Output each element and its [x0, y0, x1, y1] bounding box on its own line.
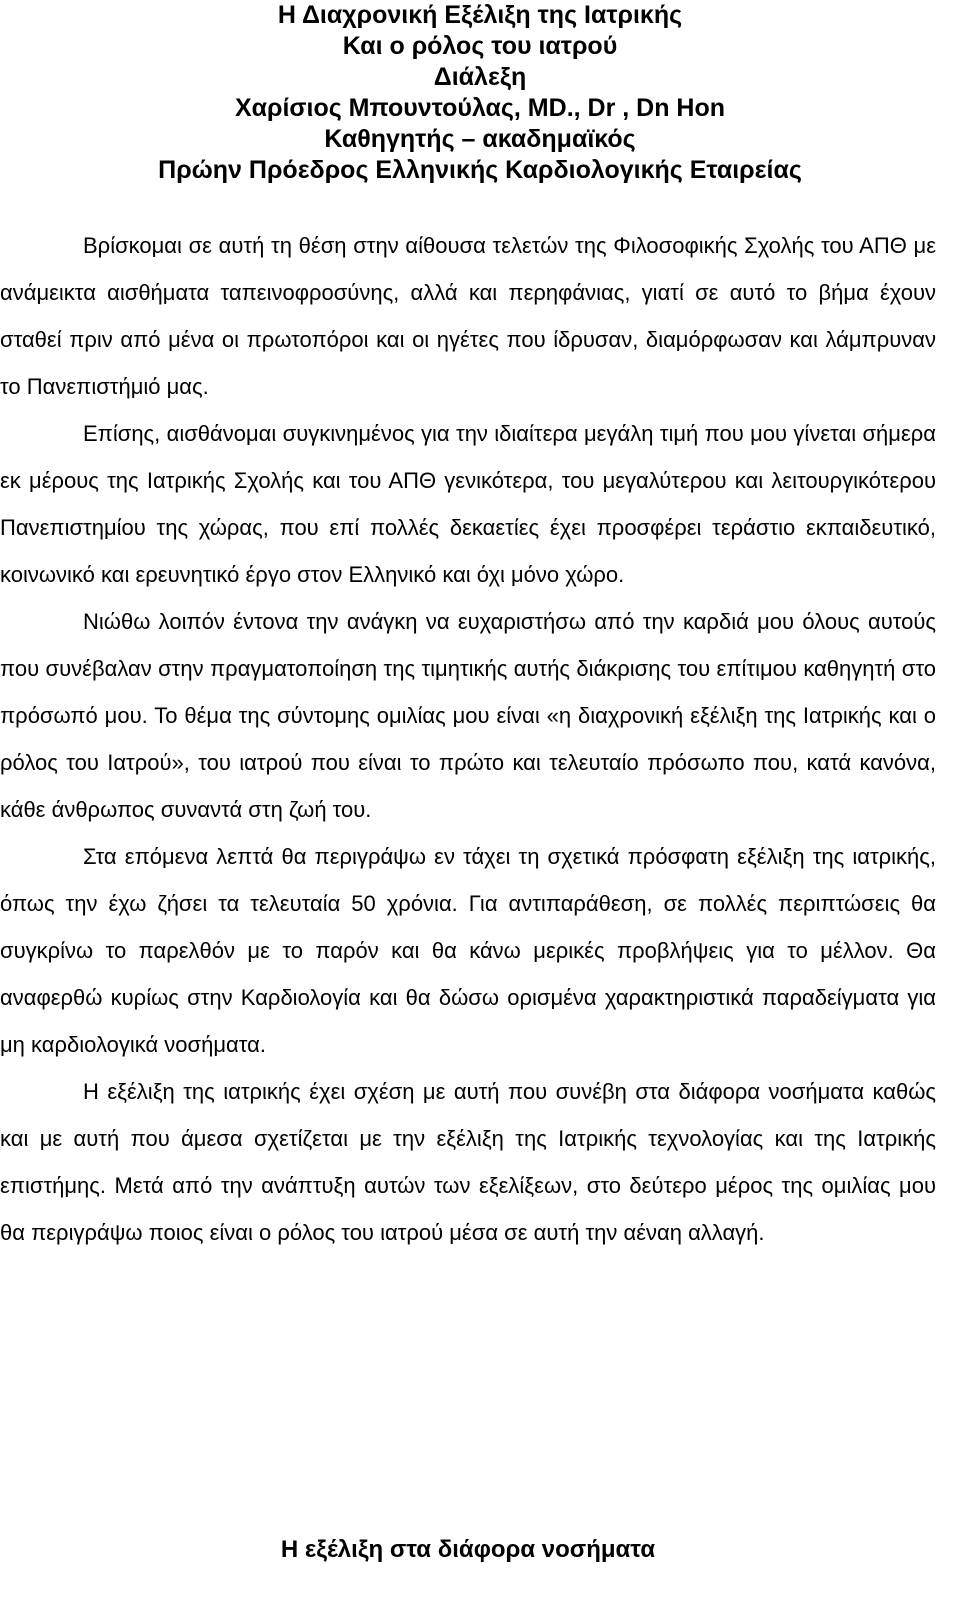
paragraph: Βρίσκομαι σε αυτή τη θέση στην αίθουσα τελετών της Φιλοσοφικής Σχολής του ΑΠΘ με ανάμεικτα αισθήματα ταπεινοφροσύνης, αλλά και περηφάνιας, γιατί σε αυτό το βήμα έχουν σταθεί πριν από μένα οι πρωτοπόροι και οι ηγέτες που ίδρυσαν, διαμόρφωσαν και λάμπρυναν το Πανεπιστήμιό μας.	[0, 233, 936, 399]
section-heading: Η εξέλιξη στα διάφορα νοσήματα	[280, 1536, 656, 1563]
lecture-subtitle: Και ο ρόλος του ιατρού	[342, 32, 618, 60]
author-affiliation: Πρώην Πρόεδρος Ελληνικής Καρδιολογικής Εταιρείας	[158, 156, 802, 184]
document-body	[0, 222, 936, 1256]
paragraph: Νιώθω λοιπόν έντονα την ανάγκη να ευχαριστήσω από την καρδιά μου όλους αυτούς που συνέβαλαν στην πραγματοποίηση της τιμητικής αυτής διάκρισης του επίτιμου καθηγητή στο πρόσωπό μου. Το θέμα της σύντομης ομιλίας μου είναι «η διαχρονική εξέλιξη της Ιατρικής και ο ρόλος του Ιατρού», του ιατρού που είναι το πρώτο και τελευταίο πρόσωπο που, κατά κανόνα, κάθε άνθρωπος συναντά στη ζωή του.	[0, 609, 936, 822]
author-title: Καθηγητής – ακαδημαϊκός	[324, 125, 636, 153]
author-name: Χαρίσιος Μπουντούλας, MD., Dr , Dn Hon	[234, 94, 726, 122]
paragraph: Επίσης, αισθάνομαι συγκινημένος για την ιδιαίτερα μεγάλη τιμή που μου γίνεται σήμερα εκ μέρους της Ιατρικής Σχολής και του ΑΠΘ γενικότερα, του μεγαλύτερου και λειτουργικότερου Πανεπιστημίου της χώρας, που επί πολλές δεκαετίες έχει προσφέρει τεράστιο εκπαιδευτικό, κοινωνικό και ερευνητικό έργο στον Ελληνικό και όχι μόνο χώρο.	[0, 421, 936, 587]
document-header	[0, 0, 960, 186]
lecture-type: Διάλεξη	[433, 63, 527, 91]
paragraph: Η εξέλιξη της ιατρικής έχει σχέση με αυτή που συνέβη στα διάφορα νοσήματα καθώς και με αυτή που άμεσα σχετίζεται με την εξέλιξη της Ιατρικής τεχνολογίας και της Ιατρικής επιστήμης. Μετά από την ανάπτυξη αυτών των εξελίξεων, στο δεύτερο μέρος της ομιλίας μου θα περιγράψω ποιος είναι ο ρόλος του ιατρού μέσα σε αυτή την αέναη αλλαγή.	[0, 1079, 936, 1245]
lecture-title: Η Διαχρονική Εξέλιξη της Ιατρικής	[277, 1, 683, 29]
paragraph: Στα επόμενα λεπτά θα περιγράψω εν τάχει τη σχετικά πρόσφατη εξέλιξη της ιατρικής, όπως την έχω ζήσει τα τελευταία 50 χρόνια. Για αντιπαράθεση, σε πολλές περιπτώσεις θα συγκρίνω το παρελθόν με το παρόν και θα κάνω μερικές προβλήψεις για το μέλλον. Θα αναφερθώ κυρίως στην Καρδιολογία και θα δώσω ορισμένα χαρακτηριστικά παραδείγματα για μη καρδιολογικά νοσήματα.	[0, 844, 936, 1057]
